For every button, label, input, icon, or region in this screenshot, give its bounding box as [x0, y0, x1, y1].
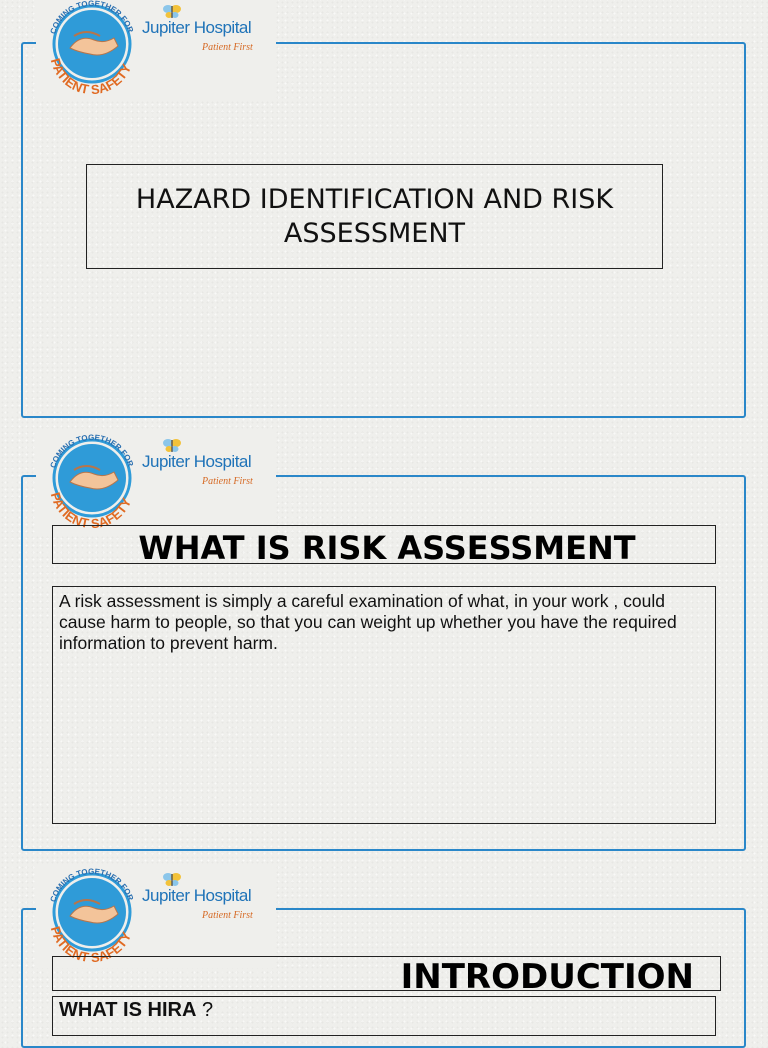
slide-body-text: [52, 996, 716, 1036]
slide-heading: [52, 956, 721, 997]
svg-text:COMING TOGETHER FOR: COMING TOGETHER FOR: [48, 866, 136, 904]
hospital-name: Jupiter Hospital: [142, 886, 252, 905]
hospital-name: Jupiter Hospital: [142, 452, 252, 471]
patient-safety-badge-icon: [40, 864, 144, 968]
slide-heading-text: INTRODUCTION: [400, 957, 694, 997]
svg-text:COMING TOGETHER FOR: COMING TOGETHER FOR: [48, 0, 136, 36]
svg-text:PATIENT SAFETY: PATIENT SAFETY: [47, 924, 135, 966]
hospital-logo: [36, 864, 276, 968]
svg-text:PATIENT SAFETY: PATIENT SAFETY: [47, 56, 135, 98]
hospital-tagline: Patient First: [202, 42, 253, 53]
svg-text:PATIENT SAFETY: PATIENT SAFETY: [47, 490, 135, 532]
body-bold-text: WHAT IS HIRA: [59, 999, 197, 1021]
slide-body-text: A risk assessment is simply a careful examination of what, in your work , could cause harm to people, so that you can weight up whether you have the required information to prevent harm.: [52, 586, 716, 824]
hospital-name: Jupiter Hospital: [142, 18, 252, 37]
slide-title: HAZARD IDENTIFICATION AND RISK ASSESSMENT: [86, 164, 663, 269]
hospital-tagline: Patient First: [202, 910, 253, 921]
hospital-tagline: Patient First: [202, 476, 253, 487]
body-rest-text: ?: [196, 999, 214, 1021]
svg-text:COMING TOGETHER FOR: COMING TOGETHER FOR: [48, 432, 136, 470]
slide-heading-text: WHAT IS RISK ASSESSMENT: [138, 529, 636, 567]
